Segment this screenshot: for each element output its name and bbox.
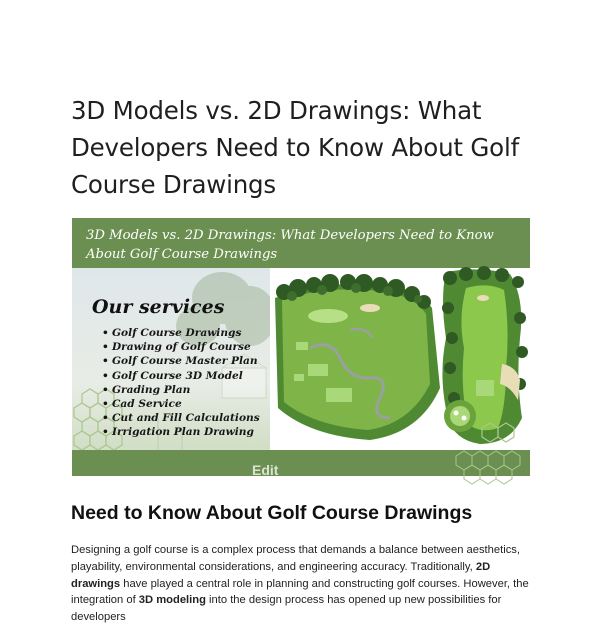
paragraph-bold-term: 3D modeling [138,594,206,607]
service-item: • Golf Course Drawings [102,326,260,340]
article-title: 3D Models vs. 2D Drawings: What Developers Need to Know About Golf Course Drawings [71,96,519,199]
service-item: • Drawing of Golf Course [102,340,260,354]
paragraph-text: into the design process has opened up new possibilities for developers [71,594,502,624]
services-list [102,326,260,440]
service-item: • Cad Service [102,397,260,411]
paragraph-bold-term: 2D drawings [71,560,491,590]
banner-footer-band [72,450,530,476]
featured-banner-image [72,218,530,476]
golf-course-render [270,268,530,450]
services-title: Our services [92,296,225,318]
banner-headline: 3D Models vs. 2D Drawings: What Developers Need to Know About Golf Course Drawings [86,228,494,262]
banner-header-band [72,218,530,268]
hexagon-pattern-graphic [72,450,530,476]
paragraph-text: have played a central role in planning and constructing golf courses. However, the integration of [71,577,529,607]
service-item: • Golf Course Master Plan [102,354,260,368]
paragraph-text: Designing a golf course is a complex process that demands a balance between aesthetics, playability, environmental considerations, and engineering accuracy. Traditionally, [71,544,521,573]
service-item: • Grading Plan [102,383,260,397]
service-item: • Irrigation Plan Drawing [102,425,260,439]
golf-course-3d-graphic [270,268,530,450]
service-item: • Cut and Fill Calculations [102,411,260,425]
service-item: • Golf Course 3D Model [102,369,260,383]
section-heading: Need to Know About Golf Course Drawings [71,502,473,524]
banner-watermark: Edit [252,462,279,478]
intro-paragraph [71,542,533,626]
